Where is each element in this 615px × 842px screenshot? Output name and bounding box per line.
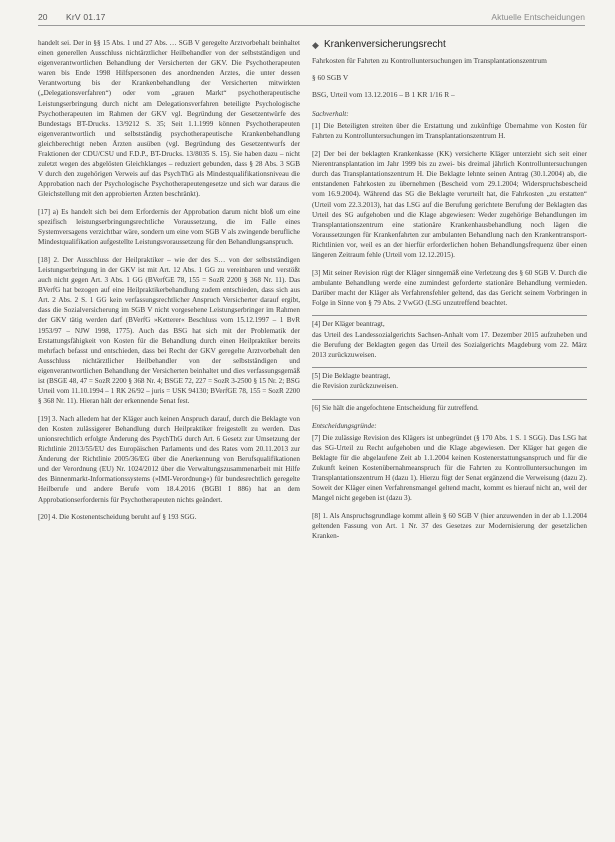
journal-title: KrV 01.17	[66, 12, 106, 22]
case-citation: BSG, Urteil vom 13.12.2016 – B 1 KR 1/16 R –	[312, 90, 455, 100]
section-heading-text: Krankenversicherungsrecht	[324, 39, 446, 50]
left-column	[38, 38, 300, 824]
running-header	[38, 9, 585, 26]
reasons-label: Entscheidungsgründe:	[312, 421, 377, 430]
section-title: Aktuelle Entscheidungen	[491, 12, 585, 22]
paragraph-19: [19] 3. Nach alledem hat der Kläger auch keinen Anspruch darauf, durch die Beklagte von den Kosten zulässigerer Behandlung durch Heilpraktiker freigestellt zu werden. Das unionsrechtlich erfolgte Änderung des PsychThG durch Art. 6 Gesetz zur Umsetzung der Richtlinie 2013/55/EU des Europäischen Parlaments und des Rates vom 20.11.2013 zur Änderung der Richtlinie 2005/36/EG über die Anerkennung von Berufsqualifikationen und der Verordnung (EU) Nr. 1024/2012 über die Verwaltungszusammenarbeit mit Hilfe des Binnenmarkt-Informationssystems (»IMI-Verordnung«) für bundesrechtlich geregelte Heilberufe und andere Berufe vom 18.4.2016 (BGBl I 886) hat an dem Approbationserfordernis für Psychotherapeuten nichts geändert.	[38, 414, 300, 504]
right-column	[312, 38, 587, 824]
facts-label: Sachverhalt:	[312, 110, 349, 119]
paragraph-7: [7] Die zulässige Revision des Klägers ist unbegründet (§ 170 Abs. 1 S. 1 SGG). Das LSG hat das SG-Urteil zu Recht aufgehoben und die Klage abgewiesen. Der Kläger hat gegen die Beklagte für die abgelaufene Zeit ab 1.1.2004 keinen Kostenerstattungsanspruch und für die Zukunft keinen Kostenübernahmeanspruch für die Fahrten zu Kontrolluntersuchungen im Transplantationszentrum H (dazu 1). Hierzu fügt der Senat ergänzend die Verweisung (dazu 2). Soweit der Kläger einen Verfahrensmangel geltend macht, kommt es hierauf nicht an, weil der Mangel nicht gegeben ist (dazu 3).	[312, 433, 587, 503]
page-number: 20	[38, 12, 48, 22]
case-subheading: Fahrkosten für Fahrten zu Kontrolluntersuchungen im Transplantationszentrum	[312, 56, 547, 66]
diamond-icon: ◆	[312, 40, 319, 50]
paragraph-8: [8] 1. Als Anspruchsgrundlage kommt allein § 60 SGB V (hier anzuwenden in der ab 1.1.2004 geltenden Fassung von Art. 1 Nr. 37 des Gesetzes zur Modernisierung der gesetzlichen Kranken-	[312, 511, 587, 541]
paragraph-5: [5] Die Beklagte beantragt, die Revision zurückzuweisen.	[312, 372, 399, 391]
divider	[312, 367, 587, 368]
paragraph-1: [1] Die Beteiligten streiten über die Erstattung und zukünftige Übernahme von Kosten für Fahrten zu Kontrolluntersuchungen im Transplantationszentrum H.	[312, 122, 587, 141]
divider	[312, 315, 587, 316]
divider	[312, 399, 587, 400]
paragraph-6: [6] Sie hält die angefochtene Entscheidung für zutreffend.	[312, 404, 479, 413]
paragraph-18: [18] 2. Der Ausschluss der Heilpraktiker – wie der des S… von der selbstständigen Leistungserbringung in der GKV ist mit Art. 12 Abs. 1 GG zu vereinbaren und verstößt auch nicht gegen Art. 3 Abs. 1 GG (BVerfGE 78, 155 = SozR 2200 § 368 Nr. 11). Das BVerfG hat bezogen auf eine Heilpraktikerbehandlung zudem entschieden, dass sich aus Art. 2 Abs. 2 S. 1 GG kein verfassungsrechtlicher Anspruch Versicherter darauf ergibt, dass die Sozialversicherung im SGB V nicht vorgesehene Leistungserbringer im Rahmen der GKV tätig werden darf (BVerfG »Ketterer« Beschluss vom 15.12.1997 – 1 BvR 1953/97 – NJW 1998, 1775). Auch das BSG hat sich mit der Problematik der Erstattungsfähigkeit von Kosten für die Behandlung durch einen Heilpraktiker bereits mehrfach befasst und entschieden, dass bei Recht der GKV geregelte Arztvorbehalt den Ausschluss nichtärztlicher Heilbehandler von der selbstständigen und eigenverantwortlichen Behandlung der Versicherten beinhaltet und dies verfassungsgemäß ist (BSGE 48, 47 = SozR 2200 § 368 Nr. 4; BSGE 72, 227 = SozR 3-2500 § 15 Nr. 2; BSG Urteil vom 11.10.1994 – 1 RK 26/92 – juris = USK 94130; BVerfGE 78, 155 = SozR 2200 § 368 Nr. 11). Hieran hält der erkennende Senat fest.	[38, 255, 300, 406]
paragraph-17: [17] a) Es handelt sich bei dem Erfordernis der Approbation darum nicht bloß um eine spezifisch leistungserbringungsrechtliche Voraussetzung, die im Falle eines Systemversagens verzichtbar wäre, sondern um eine vom SGB V als zwingende berufliche Mindestqualifikation aufgestellte Leistungsvoraussetzung für den Behandlungsanspruch.	[38, 208, 300, 247]
paragraph-20: [20] 4. Die Kostenentscheidung beruht auf § 193 SGG.	[38, 513, 197, 522]
norm-reference: § 60 SGB V	[312, 73, 349, 83]
paragraph-continued: handelt sei. Der in §§ 15 Abs. 1 und 27 Abs. … SGB V geregelte Arztvorbehalt beinhaltet einen generellen Ausschluss nichtärztlicher Heilbehandler von der selbstständigen und eigenverantwortlichen Behandlung der Versicherten der GKV. Die Psychotherapeuten waren bis Ende 1998 Hilfspersonen des anordnenden Arztes, die unter dessen Verantwortung bis der Krankenbehandlung der Versicherten mitwirkten („Delegationsverfahren“) oder vom „grauen Markt“ psychotherapeutische Leistungserbringung durch nicht am Delegationsverfahren beteiligte Psychologische Psychotherapeuten im Rahmen der GKV vgl. Begründung der Gesetzentwürfe des Bundestags BT-Drucks. 13/9212 S. 35; Seit 1.1.1999 können Psychotherapeuten eigenverantwortlich und selbstständig psychotherapeutische Krankenbehandlung gleichberechtigt neben Ärzten ausüben (vgl. Begründung des Gesetzentwurfs der Fraktionen der CDU/CSU und F.D.P., BT-Drucks. 13/8035 S. 15). Sie haben dazu – nicht zuletzt wegen des abgelösten Gleichklanges – reduziert gebunden, dass § 28 Abs. 3 SGB V durch den zugehörigen Verweis auf das PsychThG als Mindestqualifikationsniveau die Approbation nach der Psychologische Psychotherapeutengesetze und sich war daraus die Gleichstellung mit den approbierten Ärzten beschränkt).	[38, 39, 300, 199]
paragraph-4: [4] Der Kläger beantragt, das Urteil des Landessozialgerichts Sachsen-Anhalt vom 17. Dezember 2015 aufzuheben und die Berufung der Beklagten gegen das Urteil des Sozialgerichts Magdeburg vom 22. März 2013 zurückzuweisen.	[312, 320, 587, 359]
paragraph-2: [2] Der bei der beklagten Krankenkasse (KK) versicherte Kläger unterzieht sich seit einer Nierentransplantation im Jahr 1999 bis zu zwei- bis dreimal jährlich Kontrolluntersuchungen durch das Transplantationszentrum H. Die Beklagte lehnte seinen Antrag (30.1.2004) ab, die entstandenen Fahrkosten zu übernehmen (Bescheid vom 29.1.2004; Widerspruchsbescheid vom 16.9.2004). Während das SG die Beklagte verurteilt hat, die Fahrkosten „zu erstatten“ (Urteil vom 22.3.2013), hat das LSG auf die Berufung gerichtete Berufung der Beklagten das Urteil des SG aufgehoben und die Klage abgewiesen: Weder zugehörige Behandlungen im Transplantationszentrum eine stationäre Krankenhausbehandlung noch lägen die Voraussetzungen für Krankenfahrten zur ambulanten Behandlung nach den Krankentransport-Richtlinien vor, weil es an der hierfür erforderlichen hohen Behandlungsfrequenz über einen längeren Zeitraum fehle (Urteil vom 12.12.2015).	[312, 150, 587, 259]
section-heading	[312, 40, 587, 50]
paragraph-3: [3] Mit seiner Revision rügt der Kläger sinngemäß eine Verletzung des § 60 SGB V. Durch die ambulante Behandlung werde eine zumindest geforderte stationäre Behandlung vermieden. Darüber macht der Kläger als Verfahrensfehler geltend, das das Gericht seinem Vorbringen in Folge in Sinne von § 79 Abs. 2 VwGO (LSG unzutreffend beachtet.	[312, 268, 587, 307]
